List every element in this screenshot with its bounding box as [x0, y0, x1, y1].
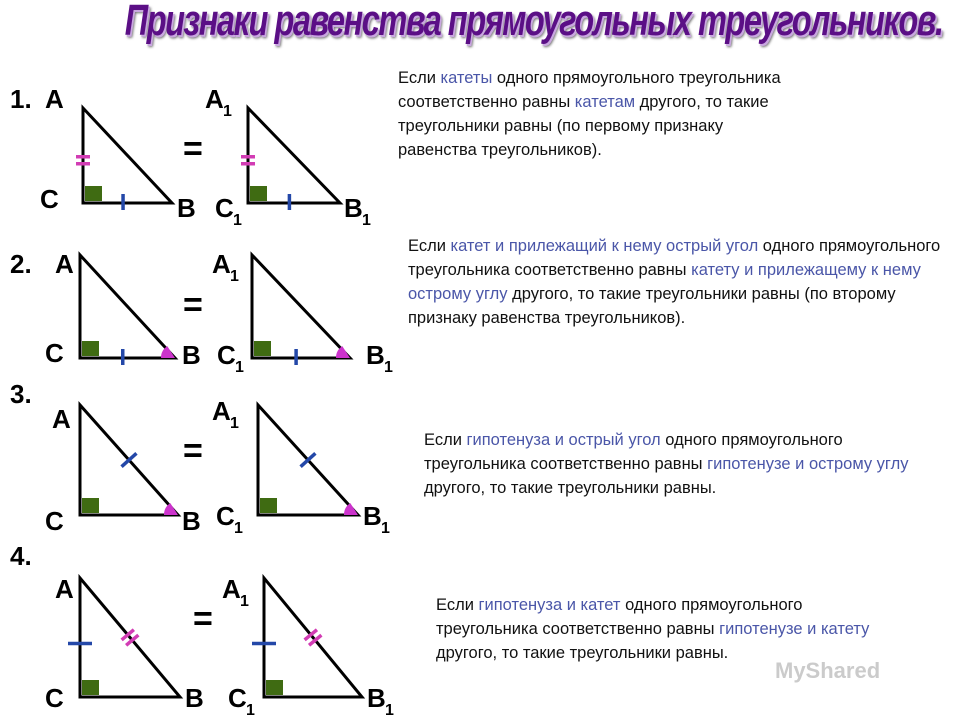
vertex-label-a: A [212, 396, 231, 426]
vertex-label-c: C [217, 340, 236, 370]
vertex-label-a-subscript: 1 [240, 593, 249, 610]
description-text: другого, то такие треугольники равны (по первому признаку равенства треугольников). [398, 93, 769, 159]
vertex-label-a-subscript: 1 [230, 268, 239, 285]
right-angle-marker [266, 680, 283, 695]
vertex-label-c-subscript: 1 [246, 702, 255, 719]
acute-angle-marker [344, 503, 358, 515]
equals-sign: = [183, 432, 203, 470]
vertex-label-c: C [45, 506, 64, 536]
description-text: другого, то такие треугольники равны (по второму признаку равенства треугольников). [408, 285, 896, 327]
highlighted-term: катет и прилежащий к нему острый угол [450, 237, 759, 255]
vertex-label-a: A [222, 574, 241, 604]
highlighted-term: катеты [440, 69, 493, 87]
highlighted-term: гипотенуза и катет [478, 596, 621, 614]
vertex-label-b: B [182, 506, 201, 536]
case-4-description [436, 593, 906, 665]
case-2-description [408, 234, 948, 330]
case-number: 2. [10, 249, 32, 279]
vertex-label-b: B [185, 683, 204, 713]
right-angle-marker [260, 498, 277, 513]
vertex-label-b-subscript: 1 [362, 212, 371, 229]
description-text: Если [436, 596, 479, 614]
vertex-label-b: B [367, 683, 386, 713]
watermark: MyShared [775, 658, 881, 683]
acute-angle-marker [336, 346, 350, 358]
highlighted-term: катетам [574, 93, 636, 111]
description-text: одного прямоугольного треугольника соответственно равны [408, 237, 941, 279]
case-number: 1. [10, 84, 32, 114]
case-number: 4. [10, 541, 32, 571]
vertex-label-a: A [212, 249, 231, 279]
right-triangle [80, 578, 180, 697]
vertex-label-c: C [40, 184, 59, 214]
vertex-label-b: B [182, 340, 201, 370]
vertex-label-c-subscript: 1 [235, 359, 244, 376]
vertex-label-a: A [55, 249, 74, 279]
description-text: одного прямоугольного треугольника соответственно равны [398, 69, 781, 111]
description-text: другого, то такие треугольники равны. [436, 644, 729, 662]
vertex-label-a: A [52, 404, 71, 434]
vertex-label-a-subscript: 1 [230, 415, 239, 432]
vertex-label-b-subscript: 1 [385, 702, 394, 719]
vertex-label-c: C [45, 683, 64, 713]
right-angle-marker [85, 186, 102, 201]
vertex-label-a: A [45, 84, 64, 114]
case-number: 3. [10, 379, 32, 409]
equals-sign: = [183, 286, 203, 324]
case-1-description [398, 66, 788, 162]
description-text: другого, то такие треугольники равны. [424, 479, 717, 497]
vertex-label-b-subscript: 1 [384, 359, 393, 376]
highlighted-term: гипотенузе и острому углу [707, 455, 909, 473]
description-text: одного прямоугольного треугольника соответственно равны [424, 431, 843, 473]
vertex-label-c: C [228, 683, 247, 713]
page-title: Признаки равенства прямоугольных треугольников. [124, 0, 943, 45]
vertex-label-b: B [177, 193, 196, 223]
vertex-label-c: C [215, 193, 234, 223]
description-text: одного прямоугольного треугольника соответственно равны [436, 596, 803, 638]
vertex-label-a: A [55, 574, 74, 604]
vertex-label-b: B [344, 193, 363, 223]
right-angle-marker [82, 498, 99, 513]
vertex-label-a-subscript: 1 [223, 103, 232, 120]
right-angle-marker [82, 341, 99, 356]
vertex-label-b: B [366, 340, 385, 370]
acute-angle-marker [161, 346, 175, 358]
case-3-description [424, 428, 924, 500]
right-angle-marker [250, 186, 267, 201]
vertex-label-c: C [216, 501, 235, 531]
vertex-label-b-subscript: 1 [381, 520, 390, 537]
acute-angle-marker [164, 503, 178, 515]
highlighted-term: гипотенузе и катету [719, 620, 870, 638]
vertex-label-c-subscript: 1 [234, 520, 243, 537]
description-text: Если [398, 69, 441, 87]
right-angle-marker [82, 680, 99, 695]
vertex-label-c: C [45, 338, 64, 368]
description-text: Если [424, 431, 467, 449]
highlighted-term: катету и прилежащему к нему острому углу [408, 261, 921, 303]
highlighted-term: гипотенуза и острый угол [466, 431, 661, 449]
vertex-label-b: B [363, 501, 382, 531]
right-triangle [264, 578, 362, 697]
vertex-label-a: A [205, 84, 224, 114]
equals-sign: = [193, 600, 213, 638]
equals-sign: = [183, 130, 203, 168]
vertex-label-c-subscript: 1 [233, 212, 242, 229]
description-text: Если [408, 237, 451, 255]
right-angle-marker [254, 341, 271, 356]
